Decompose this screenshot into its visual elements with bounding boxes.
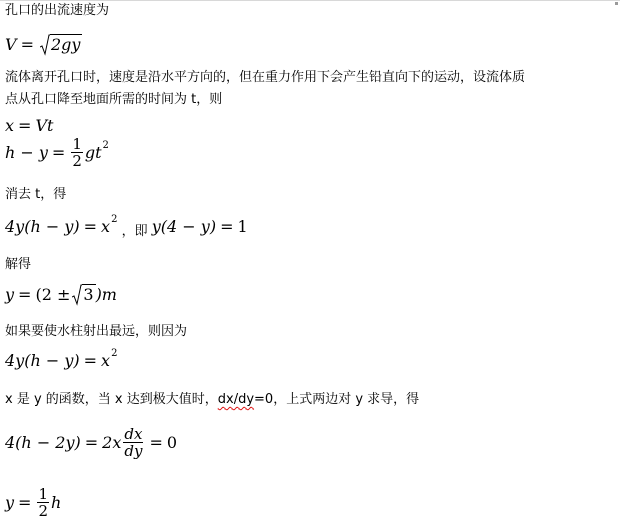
velocity-sqrt bbox=[40, 34, 82, 56]
solution-lhs: y bbox=[5, 285, 15, 304]
eliminated-exp: 2 bbox=[111, 214, 118, 225]
result-fraction bbox=[37, 486, 49, 519]
vertical-fraction bbox=[71, 136, 83, 169]
derivative-num: dx bbox=[124, 425, 143, 443]
vertical-lhs: h − y bbox=[5, 142, 48, 162]
repeat-rhs: x bbox=[101, 351, 111, 370]
eliminated-lhs: 4y(h − y) bbox=[5, 217, 80, 236]
eliminated-rhs: x bbox=[101, 217, 111, 236]
velocity-formula bbox=[5, 34, 82, 56]
derivative-lhs: 4(h − 2y) bbox=[5, 432, 81, 452]
eliminated-formula-line bbox=[5, 214, 248, 239]
result-den: 2 bbox=[38, 502, 48, 520]
paragraph-line-1: 流体离开孔口时，速度是沿水平方向的，但在重力作用下会产生铅直向下的运动，设流体质 bbox=[5, 70, 526, 85]
simplified-rhs: 1 bbox=[237, 217, 248, 236]
eliminated-eq: = bbox=[83, 217, 98, 236]
horizontal-eq: = bbox=[18, 116, 32, 135]
solution-sqrt bbox=[72, 284, 95, 306]
vertical-formula bbox=[5, 136, 109, 169]
solve-line: 解得 bbox=[5, 257, 32, 272]
derivative-text-a: x 是 y 的函数，当 x 达到极大值时， bbox=[5, 392, 218, 407]
result-rhs: h bbox=[51, 492, 62, 512]
derivative-eq: = bbox=[84, 432, 99, 452]
result-lhs: y bbox=[5, 492, 15, 512]
solution-pre: (2 ± bbox=[35, 285, 71, 304]
velocity-lhs: V bbox=[5, 35, 17, 54]
result-num: 1 bbox=[38, 485, 48, 503]
velocity-eq: = bbox=[20, 35, 34, 54]
solution-eq: = bbox=[18, 285, 32, 304]
derivative-fraction bbox=[123, 426, 143, 459]
radical-sign-icon bbox=[40, 34, 50, 56]
horizontal-formula bbox=[5, 117, 53, 137]
repeat-lhs: 4y(h − y) bbox=[5, 351, 80, 370]
vertical-eq: = bbox=[51, 142, 66, 162]
top-border bbox=[0, 0, 620, 1]
vertical-rhs: gt bbox=[84, 142, 102, 162]
vertical-exp: 2 bbox=[102, 139, 109, 151]
derivative-coef: 2x bbox=[102, 432, 122, 452]
eliminate-line: 消去 t，得 bbox=[5, 187, 67, 202]
repeat-eq: = bbox=[83, 351, 98, 370]
heading-line: 孔口的出流速度为 bbox=[5, 3, 110, 18]
corner-marker bbox=[615, 2, 618, 5]
solution-formula bbox=[5, 284, 117, 306]
radical-sign-icon bbox=[72, 284, 82, 306]
derivative-eq2: = bbox=[149, 432, 163, 452]
derivative-text-b: dx/dy bbox=[217, 392, 255, 407]
horizontal-rhs: Vt bbox=[35, 116, 54, 135]
repeat-exp: 2 bbox=[111, 348, 118, 359]
result-eq: = bbox=[18, 492, 32, 512]
vertical-den: 2 bbox=[72, 152, 82, 170]
derivative-sentence bbox=[5, 391, 419, 409]
solution-radicand: 3 bbox=[83, 285, 94, 304]
solution-post: )m bbox=[95, 285, 117, 304]
derivative-den: dy bbox=[124, 442, 143, 460]
paragraph-line-2: 点从孔口降至地面所需的时间为 t，则 bbox=[5, 92, 223, 107]
simplified-lhs: y(4 − y) bbox=[151, 217, 217, 236]
ji-word: ，即 bbox=[121, 224, 148, 239]
result-formula bbox=[5, 486, 61, 519]
vertical-num: 1 bbox=[72, 135, 82, 153]
derivative-formula bbox=[5, 426, 177, 459]
velocity-radicand: 2gy bbox=[50, 35, 81, 54]
farthest-line: 如果要使水柱射出最远，则因为 bbox=[5, 324, 188, 339]
repeat-formula bbox=[5, 348, 118, 372]
derivative-rhs: 0 bbox=[166, 432, 178, 452]
simplified-eq: = bbox=[220, 217, 234, 236]
horizontal-lhs: x bbox=[5, 116, 15, 135]
derivative-text-c: =0，上式两边对 y 求导，得 bbox=[254, 392, 420, 407]
